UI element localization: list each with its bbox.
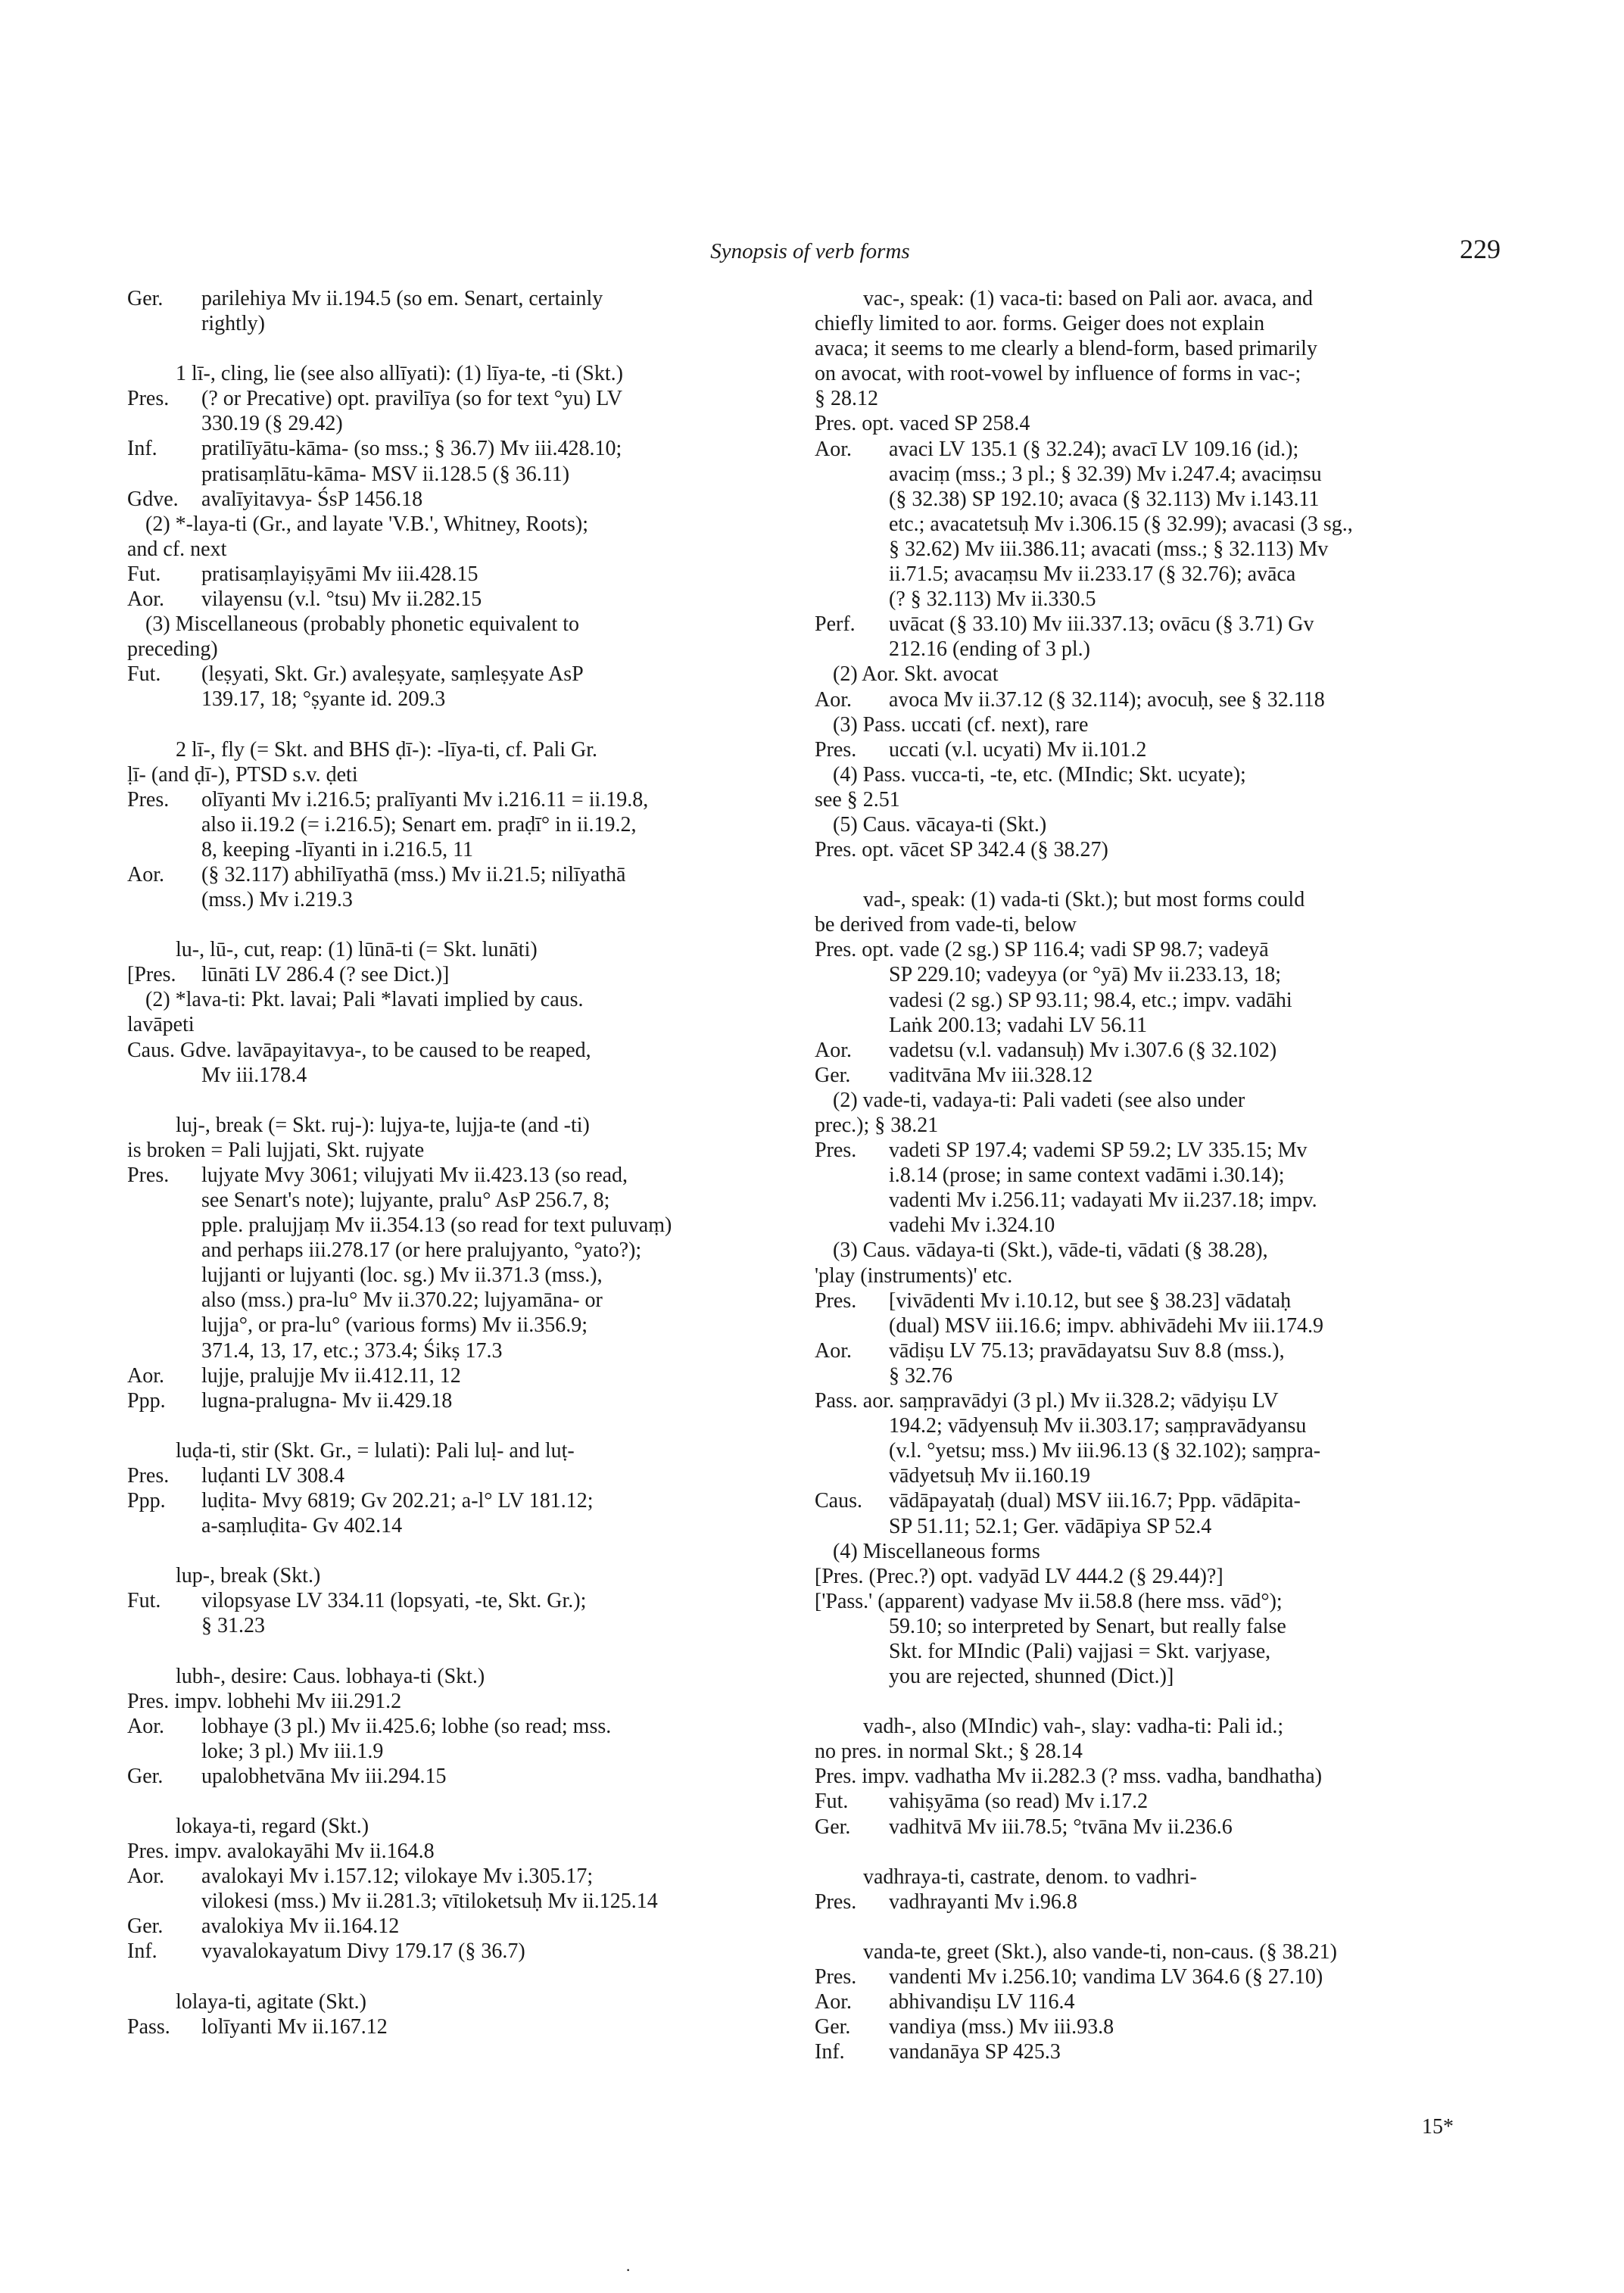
entry-line: [815, 537, 1526, 562]
entry-line: [815, 1163, 1526, 1188]
entry-headword: lu-, lū-, cut, reap: (1) lūnā-ti (= Skt. lunāti): [176, 938, 538, 962]
text-line: Pres. opt. vade (2 sg.) SP 116.4; vadi SP 98.7; vadeyā: [815, 938, 1269, 962]
entry-gap: [127, 712, 839, 737]
entry-line: [127, 1889, 839, 1914]
label-spacer: [815, 1213, 889, 1238]
text-line: and cf. next: [127, 537, 227, 561]
entry-text: abhivandiṣu LV 116.4: [889, 1990, 1075, 2014]
text-line: Pres. impv. avalokayāhi Mv ii.164.8: [127, 1840, 435, 1864]
entry-text: vahiṣyāma (so read) Mv i.17.2: [889, 1790, 1149, 1814]
entry-gap: [815, 862, 1526, 887]
entry-line: [815, 1890, 1526, 1914]
text-line: [Pres. (Prec.?) opt. vadyād LV 444.2 (§ 29.44)?]: [815, 1564, 1223, 1588]
subsection-line: (3) Miscellaneous (probably phonetic equivalent to: [145, 612, 580, 637]
text-line: no pres. in normal Skt.; § 28.14: [815, 1740, 1083, 1764]
entry-line: [127, 1388, 839, 1413]
entry-text: (mss.) Mv i.219.3: [201, 888, 353, 912]
entry-line: [815, 1213, 1526, 1238]
form-label: Ger.: [127, 1914, 164, 1939]
entry-line: [127, 787, 839, 812]
form-label: [Pres.: [127, 963, 176, 987]
continuation-line: Laṅk 200.13; vadahi LV 56.11: [889, 1013, 1148, 1037]
form-label: Pres.: [127, 1163, 170, 1187]
entry-line: [127, 1488, 839, 1513]
label-spacer: [815, 587, 889, 612]
label-spacer: [127, 812, 201, 837]
label-spacer: [127, 1338, 201, 1363]
entry-line: [127, 687, 839, 712]
entry-text: (§ 32.117) abhilīyathā (mss.) Mv ii.21.5; nilīyathā: [201, 862, 626, 886]
continuation-line: 194.2; vādyensuḥ Mv ii.303.17; saṃpravādyansu: [889, 1414, 1307, 1438]
entry-text: (? or Precative) opt. pravilīya (so for text °yu) LV: [201, 387, 622, 411]
entry-text: rightly): [201, 312, 265, 336]
label-spacer: [127, 1263, 201, 1288]
entry-headword: vac-, speak: (1) vaca-ti: based on Pali aor. avaca, and: [863, 287, 1313, 310]
entry-text: lujja°, or pra-lu° (various forms) Mv ii.356.9;: [201, 1313, 588, 1338]
entry-line: [815, 1063, 1526, 1088]
running-header: Synopsis of verb forms: [710, 239, 910, 263]
form-label: Caus.: [815, 1489, 862, 1513]
form-label: Ger.: [127, 1764, 164, 1788]
entry-line: [127, 837, 839, 862]
entry-text: also ii.19.2 (= i.216.5); Senart em. praḍī° in ii.19.2,: [201, 812, 637, 837]
entry-line: [127, 311, 839, 336]
signature-mark: 15*: [1422, 2115, 1454, 2139]
entry-line: [815, 612, 1526, 637]
entry-line: [815, 512, 1526, 537]
entry-text: vyavalokayatum Divy 179.17 (§ 36.7): [201, 1939, 525, 1964]
form-label: Ger.: [127, 287, 164, 310]
text-line: § 28.12: [815, 387, 878, 411]
entry-line: [127, 1714, 839, 1739]
entry-text: vilayensu (v.l. °tsu) Mv ii.282.15: [201, 587, 482, 612]
subsection-line: (4) Miscellaneous forms: [833, 1539, 1040, 1563]
entry-line: [815, 687, 1526, 712]
page-number: 229: [1460, 234, 1501, 264]
entry-text: lolīyanti Mv ii.167.12: [201, 2014, 388, 2039]
entry-text: vadeti SP 197.4; vademi SP 59.2; LV 335.15; Mv: [889, 1139, 1308, 1163]
label-spacer: [127, 1613, 201, 1638]
form-label: Aor.: [815, 1990, 852, 2014]
entry-line: [127, 487, 839, 512]
right-column: [815, 286, 1526, 2064]
entry-text: loke; 3 pl.) Mv iii.1.9: [201, 1739, 384, 1763]
entry-headword: lolaya-ti, agitate (Skt.): [176, 1989, 366, 2014]
entry-line: [127, 2014, 839, 2039]
entry-text: 212.16 (ending of 3 pl.): [889, 637, 1090, 662]
entry-gap: [127, 1088, 839, 1113]
entry-line: [127, 1238, 839, 1263]
label-spacer: [127, 687, 201, 712]
entry-line: [127, 662, 839, 687]
entry-line: [127, 1914, 839, 1939]
entry-text: lujyate Mvy 3061; vilujyati Mv ii.423.13 (so read,: [201, 1163, 628, 1187]
entry-text: lugna-pralugna- Mv ii.429.18: [201, 1388, 453, 1413]
label-spacer: [815, 1514, 889, 1539]
text-line: Pres. opt. vaced SP 258.4: [815, 412, 1030, 436]
continuation-line: (v.l. °yetsu; mss.) Mv iii.96.13 (§ 32.102); saṃpra-: [889, 1439, 1321, 1463]
entry-text: 371.4, 13, 17, etc.; 373.4; Śikṣ 17.3: [201, 1338, 503, 1363]
entry-line: [127, 812, 839, 837]
label-spacer: [815, 1188, 889, 1213]
form-label: Gdve.: [127, 487, 179, 511]
label-spacer: [815, 512, 889, 537]
entry-gap: [127, 1789, 839, 1814]
entry-text: § 32.62) Mv iii.386.11; avacati (mss.; § 32.113) Mv: [889, 537, 1329, 561]
entry-text: also (mss.) pra-lu° Mv ii.370.22; lujyamāna- or: [201, 1288, 603, 1313]
entry-text: avaciṃ (mss.; 3 pl.; § 32.39) Mv i.247.4; avaciṃsu: [889, 462, 1322, 486]
entry-text: parilehiya Mv ii.194.5 (so em. Senart, certainly: [201, 287, 603, 310]
entry-line: [815, 1789, 1526, 1814]
entry-text: vandenti Mv i.256.10; vandima LV 364.6 (§ 27.10): [889, 1964, 1323, 1989]
form-label: Fut.: [127, 562, 161, 586]
subsection-line: (5) Caus. vācaya-ti (Skt.): [833, 812, 1047, 837]
label-spacer: [815, 1313, 889, 1338]
entry-text: avalokayi Mv i.157.12; vilokaye Mv i.305.17;: [201, 1865, 594, 1889]
entry-text: SP 51.11; 52.1; Ger. vādāpiya SP 52.4: [889, 1514, 1212, 1538]
form-label: Aor.: [127, 1865, 164, 1889]
entry-line: [815, 587, 1526, 612]
entry-line: [815, 2014, 1526, 2039]
label-spacer: [815, 537, 889, 562]
entry-line: [815, 1313, 1526, 1338]
text-line: Pres. impv. lobhehi Mv iii.291.2: [127, 1689, 402, 1713]
entry-line: [127, 587, 839, 612]
entry-text: and perhaps iii.278.17 (or here pralujyanto, °yato?);: [201, 1238, 642, 1263]
form-label: Aor.: [127, 1363, 164, 1388]
entry-line: [815, 487, 1526, 512]
entry-text: [vivādenti Mv i.10.12, but see § 38.23] vādataḥ: [889, 1288, 1292, 1313]
entry-line: [127, 286, 839, 311]
entry-headword: lubh-, desire: Caus. lobhaya-ti (Skt.): [176, 1664, 485, 1688]
form-label: Pres.: [127, 787, 170, 812]
entry-line: [815, 2039, 1526, 2064]
entry-line: [815, 637, 1526, 662]
entry-line: [127, 962, 839, 987]
entry-text: vadenti Mv i.256.11; vadayati Mv ii.237.18; impv.: [889, 1189, 1317, 1213]
entry-headword: vadhraya-ti, castrate, denom. to vadhri-: [863, 1865, 1197, 1889]
subsection-line: (3) Caus. vādaya-ti (Skt.), vāde-ti, vādati (§ 38.28),: [833, 1238, 1268, 1263]
entry-text: vandanāya SP 425.3: [889, 2040, 1061, 2064]
entry-text: pratisaṃlayiṣyāmi Mv iii.428.15: [201, 562, 478, 586]
entry-text: pple. pralujjaṃ Mv ii.354.13 (so read for text puluvaṃ): [201, 1213, 672, 1238]
form-label: Pres.: [815, 1288, 857, 1313]
entry-line: [127, 462, 839, 487]
form-label: Pres.: [127, 1463, 170, 1488]
entry-text: § 32.76: [889, 1363, 952, 1388]
entry-text: vādiṣu LV 75.13; pravādayatsu Suv 8.8 (mss.),: [889, 1338, 1285, 1363]
form-label: Aor.: [127, 587, 164, 612]
entry-gap: [815, 1689, 1526, 1714]
bottom-dot-mark: ·: [625, 2260, 631, 2279]
label-spacer: [815, 562, 889, 587]
form-label: Ger.: [815, 2015, 851, 2039]
entry-text: 139.17, 18; °ṣyante id. 209.3: [201, 687, 446, 712]
form-label: Inf.: [815, 2040, 845, 2064]
entry-line: [127, 1188, 839, 1213]
text-line: lavāpeti: [127, 1013, 195, 1037]
label-spacer: [127, 1513, 201, 1538]
entry-line: [127, 1363, 839, 1388]
entry-line: [127, 1313, 839, 1338]
label-spacer: [127, 1739, 201, 1764]
entry-text: pratilīyātu-kāma- (so mss.; § 36.7) Mv iii.428.10;: [201, 437, 622, 461]
entry-line: [127, 1588, 839, 1613]
entry-line: [127, 1338, 839, 1363]
entry-text: vadetsu (v.l. vadansuḥ) Mv i.307.6 (§ 32.102): [889, 1038, 1277, 1062]
entry-line: [815, 1288, 1526, 1313]
entry-gap: [127, 912, 839, 937]
text-line: 'play (instruments)' etc.: [815, 1263, 1013, 1288]
entry-line: [815, 437, 1526, 462]
entry-gap: [127, 1538, 839, 1563]
entry-line: [127, 1939, 839, 1964]
entry-line: [815, 1338, 1526, 1363]
entry-line: [127, 562, 839, 587]
form-label: Fut.: [127, 1589, 161, 1613]
form-label: Aor.: [127, 1714, 164, 1738]
entry-text: olīyanti Mv i.216.5; pralīyanti Mv i.216.11 = ii.19.8,: [201, 787, 649, 812]
form-label: Perf.: [815, 612, 856, 637]
text-line: prec.); § 38.21: [815, 1114, 939, 1137]
form-label: Aor.: [815, 1038, 852, 1062]
label-spacer: [127, 837, 201, 862]
entry-text: vaditvāna Mv iii.328.12: [889, 1063, 1093, 1087]
entry-gap: [127, 336, 839, 361]
entry-text: ii.71.5; avacaṃsu Mv ii.233.17 (§ 32.76); avāca: [889, 562, 1296, 587]
entry-text: vilopsyase LV 334.11 (lopsyati, -te, Skt. Gr.);: [201, 1589, 587, 1613]
entry-text: lujjanti or lujyanti (loc. sg.) Mv ii.371.3 (mss.),: [201, 1263, 603, 1288]
form-label: Ger.: [815, 1063, 851, 1087]
entry-line: [815, 562, 1526, 587]
text-line: is broken = Pali lujjati, Skt. rujyate: [127, 1138, 425, 1162]
text-line: Pres. opt. vācet SP 342.4 (§ 38.27): [815, 838, 1108, 862]
entry-text: avalīyitavya- ŚsP 1456.18: [201, 487, 423, 511]
label-spacer: [127, 887, 201, 912]
form-label: Aor.: [815, 437, 852, 461]
entry-headword: luj-, break (= Skt. ruj-): lujya-te, lujja-te (and -ti): [176, 1113, 590, 1137]
entry-headword: vanda-te, greet (Skt.), also vande-ti, non-caus. (§ 38.21): [863, 1939, 1337, 1964]
entry-line: [815, 1815, 1526, 1840]
entry-line: [127, 1613, 839, 1638]
continuation-line: you are rejected, shunned (Dict.)]: [889, 1665, 1174, 1689]
entry-line: [127, 1513, 839, 1538]
subsection-line: (4) Pass. vucca-ti, -te, etc. (MIndic; Skt. ucyate);: [833, 762, 1246, 787]
entry-text: avoca Mv ii.37.12 (§ 32.114); avocuḥ, see § 32.118: [889, 687, 1325, 712]
subsection-line: (2) vade-ti, vadaya-ti: Pali vadeti (see also under: [833, 1088, 1245, 1112]
entry-text: vadhrayanti Mv i.96.8: [889, 1890, 1077, 1914]
entry-headword: vadh-, also (MIndic) vah-, slay: vadha-ti: Pali id.;: [863, 1715, 1284, 1739]
text-line: Pass. aor. saṃpravādyi (3 pl.) Mv ii.328.2; vādyiṣu LV: [815, 1389, 1279, 1413]
form-label: Inf.: [127, 437, 157, 461]
continuation-line: 59.10; so interpreted by Senart, but really false: [889, 1614, 1286, 1638]
entry-line: [127, 1739, 839, 1764]
entry-line: [127, 1288, 839, 1313]
entry-text: avalokiya Mv ii.164.12: [201, 1914, 400, 1939]
subsection-line: (2) *-laya-ti (Gr., and layate 'V.B.', Whitney, Roots);: [145, 512, 589, 536]
form-label: Pres.: [127, 387, 170, 411]
entry-line: [815, 737, 1526, 762]
text-line: see § 2.51: [815, 787, 900, 812]
entry-text: luḍanti LV 308.4: [201, 1463, 345, 1488]
text-line: ['Pass.' (apparent) vadyase Mv ii.58.8 (here mss. vād°);: [815, 1589, 1283, 1613]
entry-text: vadhitvā Mv iii.78.5; °tvāna Mv ii.236.6: [889, 1815, 1233, 1839]
entry-text: vadehi Mv i.324.10: [889, 1213, 1055, 1238]
entry-text: a-saṃluḍita- Gv 402.14: [201, 1514, 403, 1538]
form-label: Pres.: [815, 737, 857, 762]
entry-headword: luḍa-ti, stir (Skt. Gr., = lulati): Pali luḷ- and luṭ-: [176, 1438, 575, 1463]
entry-text: (? § 32.113) Mv ii.330.5: [889, 587, 1096, 612]
entry-line: [127, 411, 839, 436]
entry-text: see Senart's note); lujyante, pralu° AsP 256.7, 8;: [201, 1189, 610, 1212]
label-spacer: [127, 311, 201, 336]
entry-text: (§ 32.38) SP 192.10; avaca (§ 32.113) Mv i.143.11: [889, 487, 1320, 511]
entry-line: [815, 1138, 1526, 1163]
form-label: Ppp.: [127, 1388, 166, 1413]
entry-headword: lokaya-ti, regard (Skt.): [176, 1814, 369, 1838]
entry-line: [127, 1263, 839, 1288]
entry-text: luḍita- Mvy 6819; Gv 202.21; a-l° LV 181.12;: [201, 1489, 594, 1513]
entry-text: lūnāti LV 286.4 (? see Dict.)]: [201, 963, 450, 987]
subsection-line: (2) Aor. Skt. avocat: [833, 662, 999, 687]
entry-text: avaci LV 135.1 (§ 32.24); avacī LV 109.16 (id.);: [889, 437, 1299, 461]
entry-text: lujje, pralujje Mv ii.412.11, 12: [201, 1363, 461, 1388]
entry-text: 330.19 (§ 29.42): [201, 412, 343, 436]
entry-text: uvācat (§ 33.10) Mv iii.337.13; ovācu (§ 3.71) Gv: [889, 612, 1314, 637]
text-line: on avocat, with root-vowel by influence of forms in vac-;: [815, 362, 1301, 386]
label-spacer: [127, 1238, 201, 1263]
label-spacer: [815, 487, 889, 512]
entry-line: [127, 862, 839, 887]
text-line: Pres. impv. vadhatha Mv ii.282.3 (? mss. vadha, bandhatha): [815, 1765, 1323, 1789]
text-line: avaca; it seems to me clearly a blend-form, based primarily: [815, 337, 1317, 361]
label-spacer: [127, 1889, 201, 1914]
entry-text: vilokesi (mss.) Mv ii.281.3; vītiloketsuḥ Mv ii.125.14: [201, 1890, 658, 1914]
entry-line: [127, 1764, 839, 1789]
subsection-line: (2) *lava-ti: Pkt. lavai; Pali *lavati implied by caus.: [145, 988, 584, 1012]
entry-text: 8, keeping -līyanti in i.216.5, 11: [201, 837, 474, 861]
text-line: be derived from vade-ti, below: [815, 913, 1077, 937]
entry-text: (dual) MSV iii.16.6; impv. abhivādehi Mv iii.174.9: [889, 1313, 1323, 1338]
label-spacer: [127, 1213, 201, 1238]
entry-gap: [127, 1639, 839, 1664]
left-column: [127, 286, 839, 2039]
entry-gap: [127, 1413, 839, 1438]
text-line: Caus. Gdve. lavāpayitavya-, to be caused to be reaped,: [127, 1038, 591, 1062]
entry-line: [815, 1964, 1526, 1989]
label-spacer: [127, 1313, 201, 1338]
continuation-line: Mv iii.178.4: [201, 1063, 307, 1087]
entry-gap: [127, 1964, 839, 1989]
label-spacer: [127, 462, 201, 487]
entry-text: etc.; avacatetsuḥ Mv i.306.15 (§ 32.99); avacasi (3 sg.,: [889, 512, 1353, 536]
form-label: Aor.: [127, 862, 164, 886]
form-label: Ger.: [815, 1815, 851, 1839]
continuation-line: SP 229.10; vadeyya (or °yā) Mv ii.233.13, 18;: [889, 963, 1281, 987]
form-label: Aor.: [815, 1338, 852, 1363]
continuation-line: vādyetsuḥ Mv ii.160.19: [889, 1464, 1090, 1488]
entry-text: uccati (v.l. ucyati) Mv ii.101.2: [889, 737, 1147, 762]
entry-headword: 1 lī-, cling, lie (see also allīyati): (1) līya-te, -ti (Skt.): [176, 362, 623, 386]
entry-line: [815, 1989, 1526, 2014]
entry-line: [127, 1463, 839, 1488]
entry-line: [815, 1514, 1526, 1539]
continuation-line: Skt. for MIndic (Pali) vajjasi = Skt. varjyase,: [889, 1639, 1271, 1663]
entry-gap: [815, 1840, 1526, 1865]
subsection-line: (3) Pass. uccati (cf. next), rare: [833, 712, 1089, 737]
form-label: Pres.: [815, 1139, 857, 1163]
entry-text: § 31.23: [201, 1614, 265, 1638]
entry-line: [127, 436, 839, 461]
entry-line: [815, 1488, 1526, 1513]
form-label: Fut.: [815, 1790, 849, 1814]
label-spacer: [127, 1188, 201, 1213]
form-label: Ppp.: [127, 1489, 166, 1513]
entry-headword: lup-, break (Skt.): [176, 1564, 321, 1588]
continuation-line: vadesi (2 sg.) SP 93.11; 98.4, etc.; impv. vadāhi: [889, 988, 1292, 1012]
form-label: Pres.: [815, 1964, 857, 1989]
entry-line: [815, 1363, 1526, 1388]
entry-text: lobhaye (3 pl.) Mv ii.425.6; lobhe (so read; mss.: [201, 1714, 612, 1738]
entry-text: i.8.14 (prose; in same context vadāmi i.30.14);: [889, 1164, 1285, 1188]
label-spacer: [815, 1363, 889, 1388]
text-line: chiefly limited to aor. forms. Geiger does not explain: [815, 312, 1265, 336]
entry-headword: vad-, speak: (1) vada-ti (Skt.); but most forms could: [863, 888, 1305, 912]
entry-line: [127, 386, 839, 411]
text-line: ḷī- (and ḍī-), PTSD s.v. ḍeti: [127, 762, 358, 787]
entry-text: (leṣyati, Skt. Gr.) avaleṣyate, saṃleṣyate AsP: [201, 662, 584, 687]
entry-line: [127, 887, 839, 912]
entry-gap: [815, 1914, 1526, 1939]
form-label: Fut.: [127, 662, 161, 687]
entry-text: pratisaṃlātu-kāma- MSV ii.128.5 (§ 36.11): [201, 462, 570, 486]
text-line: preceding): [127, 637, 218, 662]
entry-line: [815, 1188, 1526, 1213]
label-spacer: [815, 637, 889, 662]
entry-line: [127, 1163, 839, 1188]
label-spacer: [815, 1163, 889, 1188]
label-spacer: [815, 462, 889, 487]
entry-headword: 2 lī-, fly (= Skt. and BHS ḍī-): -līya-ti, cf. Pali Gr.: [176, 737, 598, 762]
entry-line: [815, 462, 1526, 487]
entry-text: upalobhetvāna Mv iii.294.15: [201, 1764, 447, 1788]
label-spacer: [127, 1288, 201, 1313]
entry-text: vādāpayataḥ (dual) MSV iii.16.7; Ppp. vādāpita-: [889, 1489, 1301, 1513]
entry-text: vandiya (mss.) Mv iii.93.8: [889, 2015, 1114, 2039]
entry-line: [127, 1864, 839, 1889]
form-label: Inf.: [127, 1939, 157, 1964]
label-spacer: [127, 411, 201, 436]
form-label: Pres.: [815, 1890, 857, 1914]
form-label: Aor.: [815, 687, 852, 712]
entry-line: [127, 1213, 839, 1238]
entry-line: [815, 1038, 1526, 1063]
form-label: Pass.: [127, 2014, 170, 2039]
